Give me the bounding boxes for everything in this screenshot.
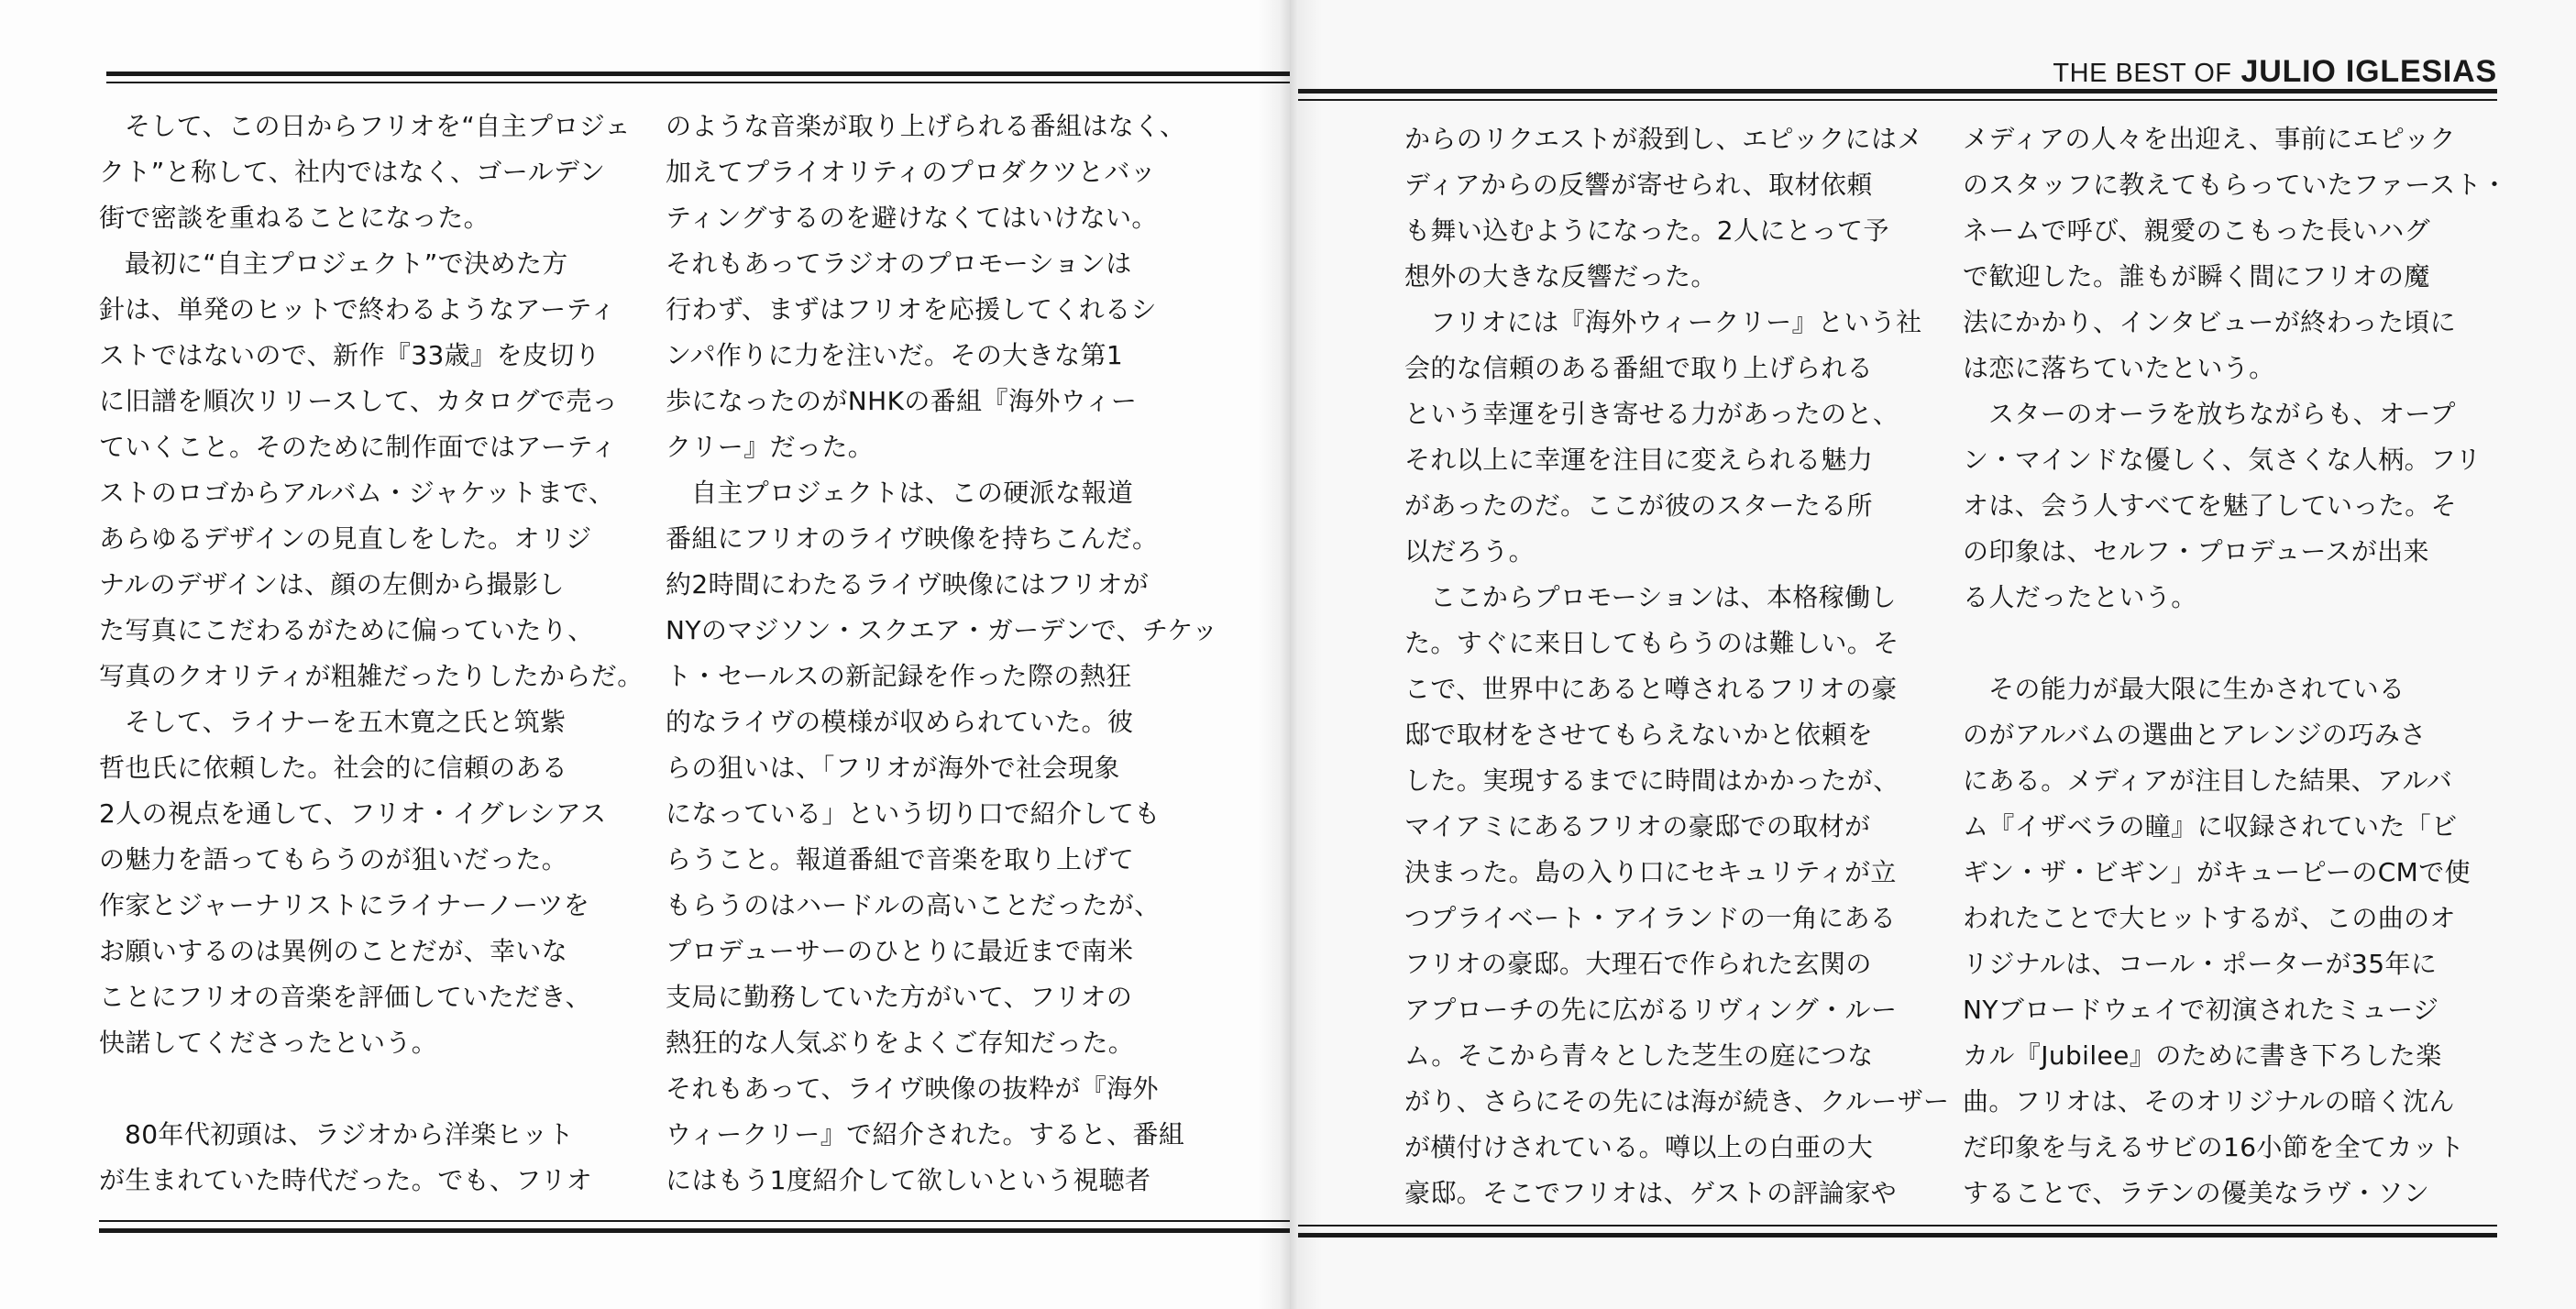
text-line: そして、この日からフリオを“自主プロジェ	[125, 111, 631, 141]
text-line: が横付けされている。噂以上の白亜の大	[1404, 1132, 1874, 1162]
text-line: われたことで大ヒットするが、この曲のオ	[1963, 903, 2456, 933]
text-line: で歓迎した。誰もが瞬く間にフリオの魔	[1963, 261, 2430, 292]
text-line: 歩になったのがNHKの番組『海外ウィー	[666, 386, 1138, 416]
text-column-1	[99, 104, 642, 1204]
text-line: ティングするのを避けなくてはいけない。	[666, 203, 1158, 233]
text-line: 曲。フリオは、そのオリジナルの暗く沈ん	[1963, 1086, 2455, 1116]
text-line: プロデューサーのひとりに最近まで南米	[666, 936, 1134, 966]
text-line: 会的な信頼のある番組で取り上げられる	[1404, 353, 1874, 383]
text-line: 写真のクオリティが粗雑だったりしたからだ。	[99, 661, 644, 691]
text-line: ム。そこから青々とした芝生の庭につな	[1404, 1040, 1874, 1071]
text-line: それもあってラジオのプロモーションは	[666, 248, 1132, 279]
text-line: ム『イザベラの瞳』に収録されていた「ビ	[1963, 811, 2458, 842]
text-line: 豪邸。そこでフリオは、ゲストの評論家や	[1404, 1178, 1898, 1208]
text-line: そして、ライナーを五木寛之氏と筑紫	[125, 707, 567, 737]
text-line: がり、さらにその先には海が続き、クルーザー	[1404, 1086, 1950, 1116]
text-line: ギン・ザ・ビギン」がキューピーのCMで使	[1963, 857, 2471, 887]
text-line: も舞い込むようになった。2人にとって予	[1404, 215, 1889, 246]
paragraph-gap	[1963, 621, 2505, 666]
text-line: に旧譜を順次リリースして、カタログで売っ	[99, 386, 619, 416]
text-line: アプローチの先に広がるリヴィング・ルー	[1404, 995, 1898, 1025]
text-line: た写真にこだわるがために偏っていたり、	[99, 615, 594, 645]
text-line: らうこと。報道番組で音楽を取り上げて	[666, 844, 1135, 874]
text-line: お願いするのは異例のことだが、幸いな	[99, 936, 568, 966]
text-line: フリオの豪邸。大理石で作られた玄関の	[1404, 949, 1872, 979]
text-line: からのリクエストが殺到し、エピックにはメ	[1404, 124, 1923, 154]
text-line: の印象は、セルフ・プロデュースが出来	[1963, 536, 2429, 566]
text-column-3	[1404, 116, 1950, 1216]
text-line: になっている」という切り口で紹介しても	[666, 798, 1161, 829]
text-line: の魅力を語ってもらうのが狙いだった。	[99, 844, 568, 874]
text-line: ト・セールスの新記録を作った際の熱狂	[666, 661, 1132, 691]
text-line: マイアミにあるフリオの豪邸での取材が	[1404, 811, 1871, 842]
text-line: 想外の大きな反響だった。	[1404, 261, 1717, 292]
text-line: メディアの人々を出迎え、事前にエピック	[1963, 124, 2456, 154]
text-line: カル『Jubilee』のために書き下ろした楽	[1963, 1040, 2442, 1071]
text-line: 作家とジャーナリストにライナーノーツを	[99, 890, 590, 920]
text-line: 邸で取材をさせてもらえないかと依頼を	[1404, 720, 1874, 750]
text-line: つプライベート・アイランドの一角にある	[1404, 903, 1897, 933]
text-line: のような音楽が取り上げられる番組はなく、	[666, 111, 1186, 141]
text-line: 自主プロジェクトは、この硬派な報道	[691, 478, 1134, 508]
text-line: 80年代初頭は、ラジオから洋楽ヒット	[125, 1119, 574, 1150]
text-line: NYのマジソン・スクエア・ガーデンで、チケッ	[666, 615, 1218, 645]
text-line: ナルのデザインは、顔の左側から撮影し	[99, 569, 565, 600]
text-line: した。実現するまでに時間はかかったが、	[1404, 765, 1899, 796]
text-line: 支局に勤務していた方がいて、フリオの	[666, 982, 1133, 1012]
text-line: のがアルバムの選曲とアレンジの巧みさ	[1963, 720, 2427, 750]
text-line: ディアからの反響が寄せられ、取材依頼	[1404, 170, 1873, 200]
text-line: オは、会う人すべてを魅了していった。そ	[1963, 490, 2458, 521]
left-bottom-rule-thick	[99, 1228, 1290, 1233]
text-line: にある。メディアが注目した結果、アルバ	[1963, 765, 2453, 796]
text-line: それ以上に幸運を注目に変えられる魅力	[1404, 445, 1874, 475]
text-line: その能力が最大限に生かされている	[1988, 674, 2405, 704]
right-bottom-rule-thin	[1298, 1225, 2497, 1226]
text-line: ネームで呼び、親愛のこもった長いハグ	[1963, 215, 2431, 246]
left-top-rule-thin	[106, 82, 1290, 83]
text-line: にはもう1度紹介して欲しいという視聴者	[666, 1165, 1151, 1195]
text-line: 熱狂的な人気ぶりをよくご存知だった。	[666, 1028, 1135, 1058]
text-line: は恋に落ちていたという。	[1963, 353, 2275, 383]
text-line: あらゆるデザインの見直しをした。オリジ	[99, 523, 592, 554]
text-line: することで、ラテンの優美なラヴ・ソン	[1963, 1178, 2430, 1208]
text-line: ストのロゴからアルバム・ジャケットまで、	[99, 478, 615, 508]
header-artist: JULIO IGLESIAS	[2240, 54, 2497, 89]
text-line: ことにフリオの音楽を評価していただき、	[99, 982, 592, 1012]
text-line: 法にかかり、インタビューが終わった頃に	[1963, 307, 2457, 337]
text-line: もらうのはハードルの高いことだったが、	[666, 890, 1161, 920]
paragraph-gap	[99, 1066, 642, 1112]
text-line: 以だろう。	[1404, 536, 1536, 566]
header-series: THE BEST OF	[2053, 59, 2232, 88]
text-line: 針は、単発のヒットで終わるようなアーティ	[99, 294, 617, 324]
text-line: らの狙いは、「フリオが海外で社会現象	[666, 753, 1120, 783]
text-line: ンパ作りに力を注いだ。その大きな第1	[666, 340, 1124, 370]
text-line: リジナルは、コール・ポーターが35年に	[1963, 949, 2438, 979]
text-line: のスタッフに教えてもらっていたファースト・	[1963, 170, 2508, 200]
running-header	[2053, 53, 2497, 90]
text-line: た。すぐに来日してもらうのは難しい。そ	[1404, 628, 1899, 658]
text-column-2	[666, 104, 1218, 1204]
text-line: NYブロードウェイで初演されたミュージ	[1963, 995, 2439, 1025]
text-line: 決まった。島の入り口にセキュリティが立	[1404, 857, 1897, 887]
text-line: 加えてプライオリティのプロダクツとバッ	[666, 157, 1157, 187]
text-line: 哲也氏に依頼した。社会的に信頼のある	[99, 753, 568, 783]
text-line: それもあって、ライヴ映像の抜粋が『海外	[666, 1073, 1159, 1104]
text-line: 街で密談を重ねることになった。	[99, 203, 490, 233]
right-bottom-rule-thick	[1298, 1233, 2497, 1238]
text-line: ウィークリー』で紹介された。すると、番組	[666, 1119, 1185, 1150]
text-line: こで、世界中にあると噂されるフリオの豪	[1404, 674, 1898, 704]
book-gutter-shadow	[1258, 0, 1322, 1309]
text-line: 快諾してくださったという。	[99, 1028, 438, 1058]
text-column-4	[1963, 116, 2508, 1216]
left-top-rule-thick	[106, 72, 1290, 76]
text-line: 番組にフリオのライヴ映像を持ちこんだ。	[666, 523, 1159, 554]
text-line: クリー』だった。	[666, 432, 875, 462]
right-top-rule-thin	[1298, 99, 2497, 101]
text-line: 2人の視点を通して、フリオ・イグレシアス	[99, 798, 607, 829]
text-line: スターのオーラを放ちながらも、オープ	[1988, 399, 2456, 429]
text-line: る人だったという。	[1963, 582, 2197, 612]
text-line: だ印象を与えるサビの16小節を全てカット	[1963, 1132, 2465, 1162]
text-line: があったのだ。ここが彼のスターたる所	[1404, 490, 1873, 521]
text-line: クト”と称して、社内ではなく、ゴールデン	[99, 157, 606, 187]
text-line: 的なライヴの模様が収められていた。彼	[666, 707, 1134, 737]
text-line: ン・マインドな優しく、気さくな人柄。フリ	[1963, 445, 2482, 475]
text-line: ここからプロモーションは、本格稼働し	[1430, 582, 1897, 612]
left-bottom-rule-thin	[99, 1220, 1290, 1222]
text-line: 約2時間にわたるライヴ映像にはフリオが	[666, 569, 1150, 600]
text-line: ていくこと。そのために制作面ではアーティ	[99, 432, 617, 462]
text-line: が生まれていた時代だった。でも、フリオ	[99, 1165, 593, 1195]
text-line: 行わず、まずはフリオを応援してくれるシ	[666, 294, 1157, 324]
text-line: ストではないので、新作『33歳』を皮切り	[99, 340, 601, 370]
text-line: 最初に“自主プロジェクト”で決めた方	[125, 248, 568, 279]
text-line: という幸運を引き寄せる力があったのと、	[1404, 399, 1899, 429]
text-line: フリオには『海外ウィークリー』という社	[1430, 307, 1922, 337]
